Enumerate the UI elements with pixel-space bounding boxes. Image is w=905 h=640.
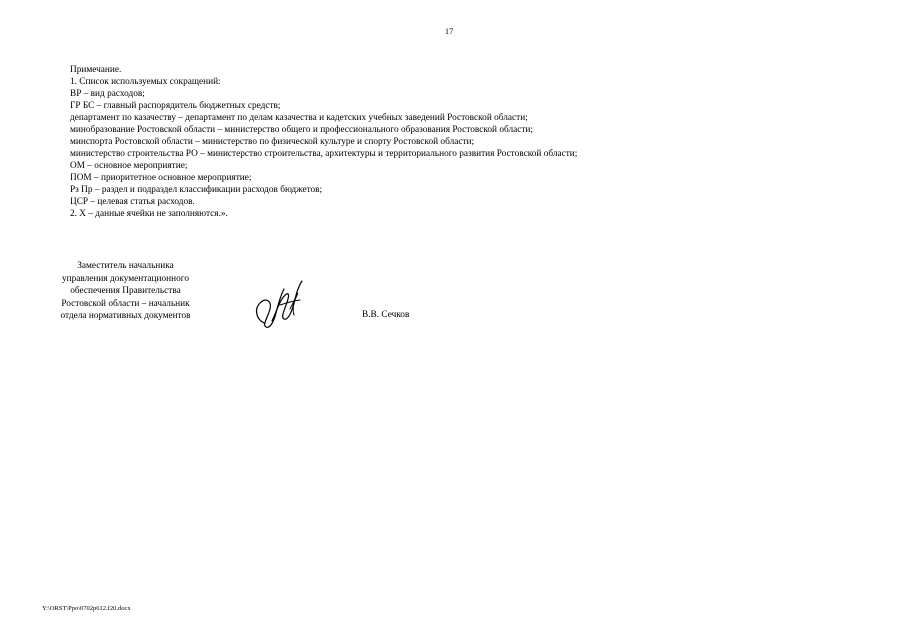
signer-name: В.В. Сечков [362, 310, 410, 320]
notes-block [70, 64, 710, 220]
handwritten-signature [250, 275, 310, 335]
notes-line: Рз Пр – раздел и подраздел классификации расходов бюджетов; [70, 185, 323, 195]
signer-position [38, 260, 213, 323]
signer-position-line: управления документационного [62, 273, 189, 284]
footer-file-path: Y:\ORST\Ppo\0702p612.f20.docx [42, 605, 131, 612]
notes-line: министерство строительства РО – министерство строительства, архитектуры и территориального развития Ростовской области; [70, 149, 578, 159]
notes-line: минобразование Ростовской области – министерство общего и профессионального образования Ростовской области; [70, 125, 533, 135]
notes-line: ПОМ – приоритетное основное мероприятие; [70, 173, 252, 183]
notes-line: 2. Х – данные ячейки не заполняются.». [70, 209, 228, 219]
notes-line: минспорта Ростовской области – министерство по физической культуре и спорту Ростовской области; [70, 137, 475, 147]
notes-line: ГР БС – главный распорядитель бюджетных средств; [70, 101, 281, 111]
notes-line: ВР – вид расходов; [70, 89, 145, 99]
notes-line: ЦСР – целевая статья расходов. [70, 197, 195, 207]
signer-position-line: отдела нормативных документов [60, 311, 191, 321]
notes-heading: Примечание. [70, 65, 122, 75]
notes-line: ОМ – основное мероприятие; [70, 161, 188, 171]
notes-line: 1. Список используемых сокращений: [70, 77, 221, 87]
signer-position-line: Ростовской области – начальник [61, 298, 190, 309]
signer-position-line: обеспечения Правительства [70, 286, 181, 296]
signer-position-line: Заместитель начальника [77, 261, 174, 271]
page-number: 17 [445, 27, 454, 36]
notes-line: департамент по казачеству – департамент по делам казачества и кадетских учебных заведений Ростовской области; [70, 113, 528, 123]
